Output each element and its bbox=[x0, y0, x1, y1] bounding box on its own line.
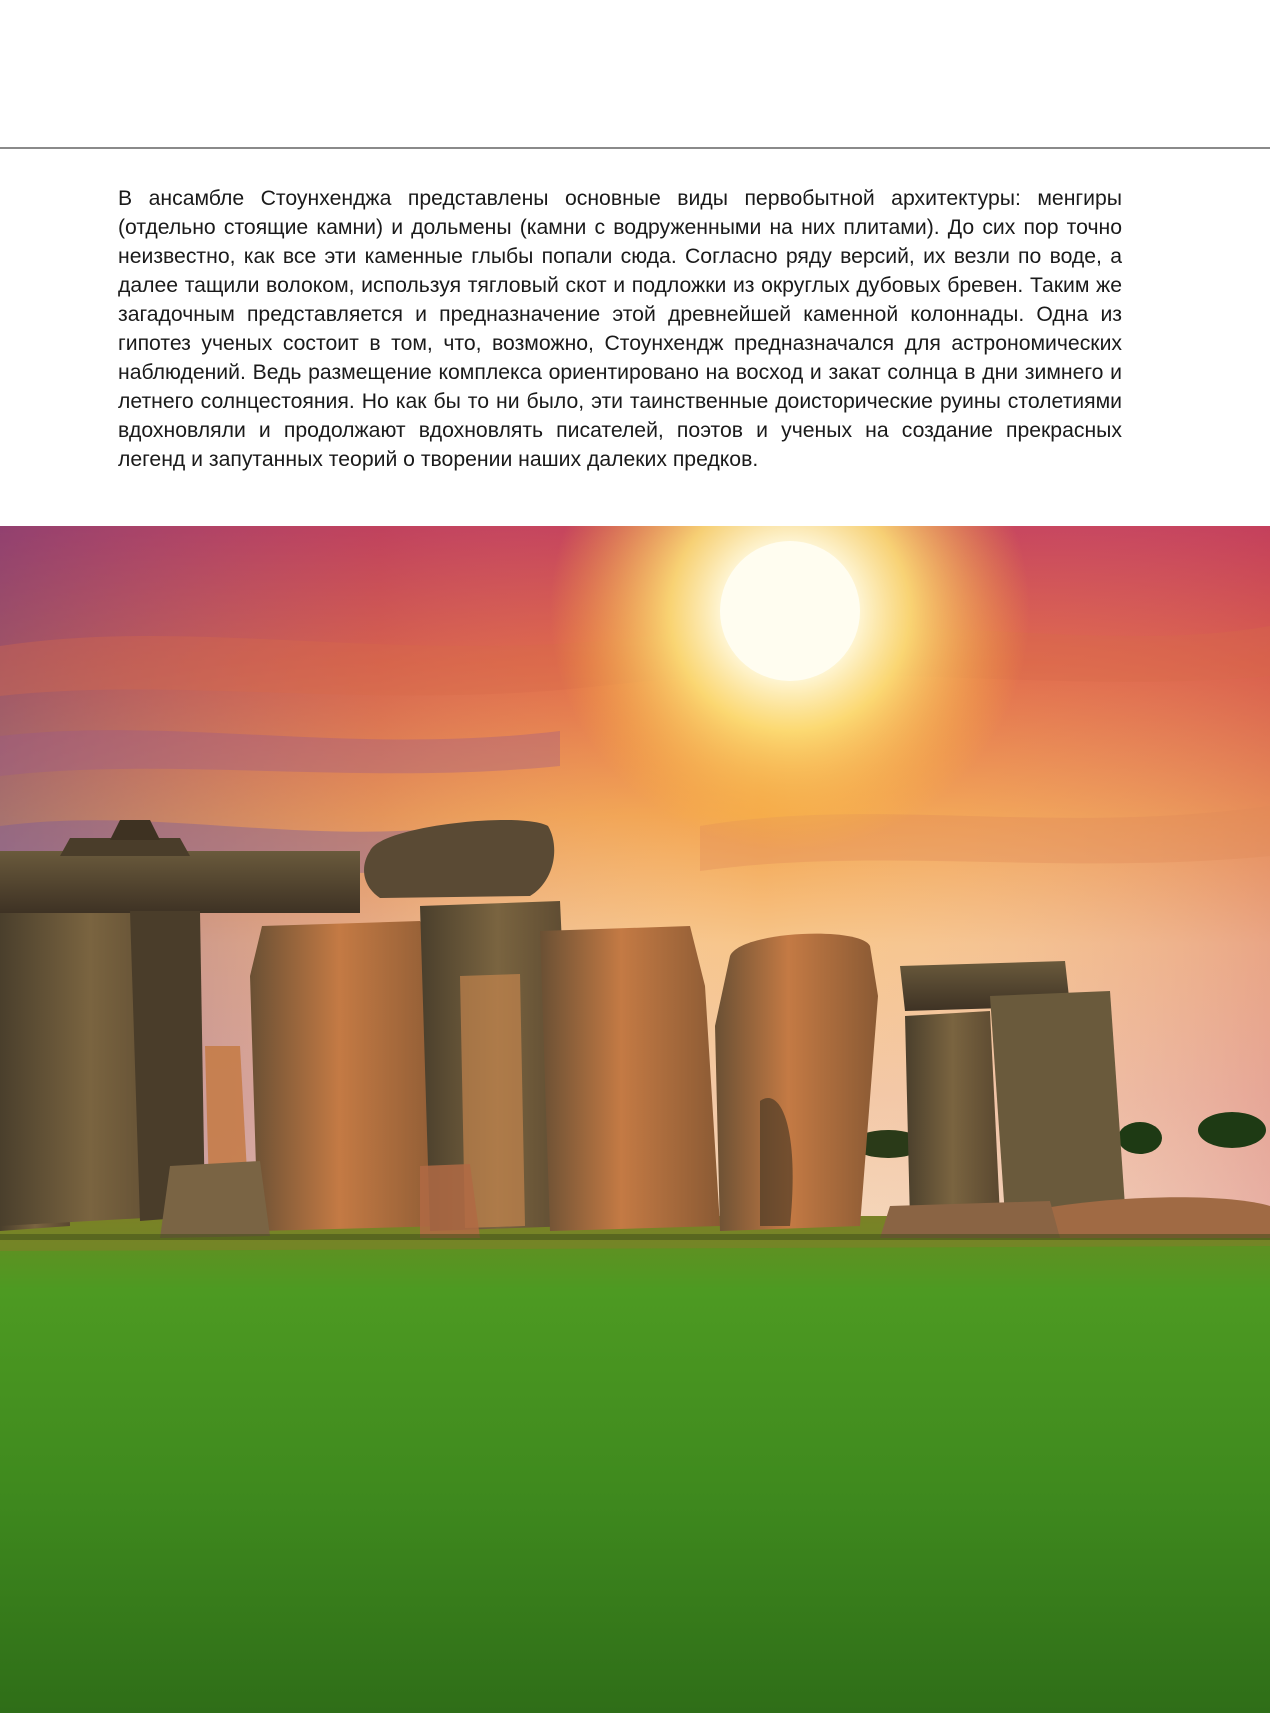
text-block bbox=[118, 184, 1122, 474]
header-rule bbox=[0, 147, 1270, 149]
stonehenge-sunset-photo bbox=[0, 526, 1270, 1713]
body-paragraph: В ансамбле Стоунхенджа представлены основные виды первобытной архитектуры: менгиры (отдельно стоящие камни) и дольмены (камни с водруженными на них плитами). До сих пор точно неизвестно, как все эти каменные глыбы попали сюда. Согласно ряду версий, их везли по воде, а далее тащили волоком, используя тягловый скот и подложки из округлых дубовых бревен. Таким же загадочным представляется и предназначение этой древнейшей каменной колоннады. Одна из гипотез ученых состоит в том, что, возможно, Стоунхендж предназначался для астрономических наблюдений. Ведь размещение комплекса ориентировано на восход и закат солнца в дни зимнего и летнего солнцестояния. Но как бы то ни было, эти таинственные доисторические руины столетиями вдохновляли и продолжают вдохновлять писателей, поэтов и ученых на создание прекрасных легенд и запутанных теорий о творении наших далеких предков. bbox=[118, 187, 1122, 471]
